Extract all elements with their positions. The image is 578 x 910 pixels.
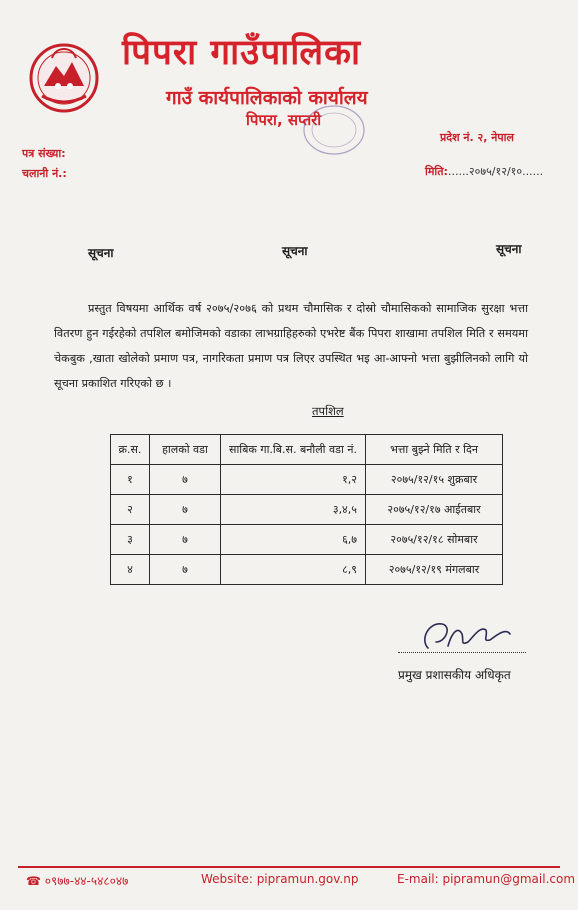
cell-sn: ४: [111, 555, 150, 585]
phone-icon: ☎: [26, 874, 41, 888]
cell-old-ward: ६,७: [221, 525, 366, 555]
cell-date-day: २०७५/१२/१९ मंगलबार: [366, 555, 503, 585]
signatory-title: प्रमुख प्रशासकीय अधिकृत: [398, 668, 511, 682]
col-sn: क्र.स.: [111, 435, 150, 465]
office-place: पिपरा, सप्तरी: [246, 111, 322, 129]
cell-sn: २: [111, 495, 150, 525]
table-row: [111, 495, 503, 525]
cell-date-day: २०७५/१२/१८ सोमबार: [366, 525, 503, 555]
nepal-emblem-logo: [24, 36, 104, 116]
notice-body: [54, 296, 528, 396]
cell-ward: ७: [150, 555, 221, 585]
footer-phone: [26, 872, 128, 889]
details-table: [110, 434, 503, 585]
letter-no-label: पत्र संख्या:: [22, 147, 66, 160]
cell-ward: ७: [150, 465, 221, 495]
table-row: [111, 525, 503, 555]
cell-ward: ७: [150, 525, 221, 555]
office-stamp: [286, 100, 368, 158]
notice-body-text: प्रस्तुत विषयमा आर्थिक वर्ष २०७५/२०७६ को प्रथम चौमासिक र दोस्रो चौमासिकको सामाजिक सुरक्षा भत्ता वितरण हुन गईरहेको तपशिल बमोजिमको वडाका लाभग्राहिहरुको एभरेष्ट बैंक पिपरा शाखामा तपशिल मिति र समयमा चेकबुक ,खाता खोलेको प्रमाण पत्र, नागरिकता प्रमाण पत्र लिएर उपस्थित भइ आ-आफ्नो भत्ता बुझीलिनको लागि यो सूचना प्रकाशित गरिएको छ ।: [54, 302, 528, 390]
table-row: [111, 555, 503, 585]
province-label: प्रदेश नं. २, नेपाल: [440, 131, 514, 144]
cell-sn: ३: [111, 525, 150, 555]
date-field: [425, 164, 543, 179]
cell-old-ward: ३,४,५: [221, 495, 366, 525]
footer-divider: [18, 866, 560, 868]
office-title: पिपरा गाउँपालिका: [122, 33, 362, 73]
cell-sn: १: [111, 465, 150, 495]
cell-ward: ७: [150, 495, 221, 525]
footer-email[interactable]: E-mail: pipramun@gmail.com: [397, 872, 576, 886]
col-ward: हालको वडा: [150, 435, 221, 465]
signature-line: [398, 652, 526, 653]
notice-heading-left: सूचना: [88, 246, 114, 260]
table-header-row: [111, 435, 503, 465]
dispatch-no-label: चलानी नं.:: [22, 167, 67, 180]
office-subtitle: गाउँ कार्यपालिकाको कार्यालय: [166, 87, 368, 109]
table-row: [111, 465, 503, 495]
phone-number: ०९७७-४४-५४८०४७: [44, 874, 129, 888]
date-label: मिति:: [425, 165, 448, 178]
notice-heading-center: सूचना: [282, 244, 308, 258]
cell-old-ward: १,२: [221, 465, 366, 495]
footer-website[interactable]: Website: pipramun.gov.np: [201, 872, 359, 886]
cell-old-ward: ८,९: [221, 555, 366, 585]
cell-date-day: २०७५/१२/१७ आईतबार: [366, 495, 503, 525]
notice-heading-right: सूचना: [496, 242, 522, 256]
col-date-day: भत्ता बुझ्ने मिति र दिन: [366, 435, 503, 465]
details-label: तपशिल: [312, 404, 344, 418]
col-old-ward: साबिक गा.बि.स. बनौली वडा नं.: [221, 435, 366, 465]
cell-date-day: २०७५/१२/१५ शुक्रबार: [366, 465, 503, 495]
date-value: ......२०७५/१२/१०......: [447, 165, 544, 178]
